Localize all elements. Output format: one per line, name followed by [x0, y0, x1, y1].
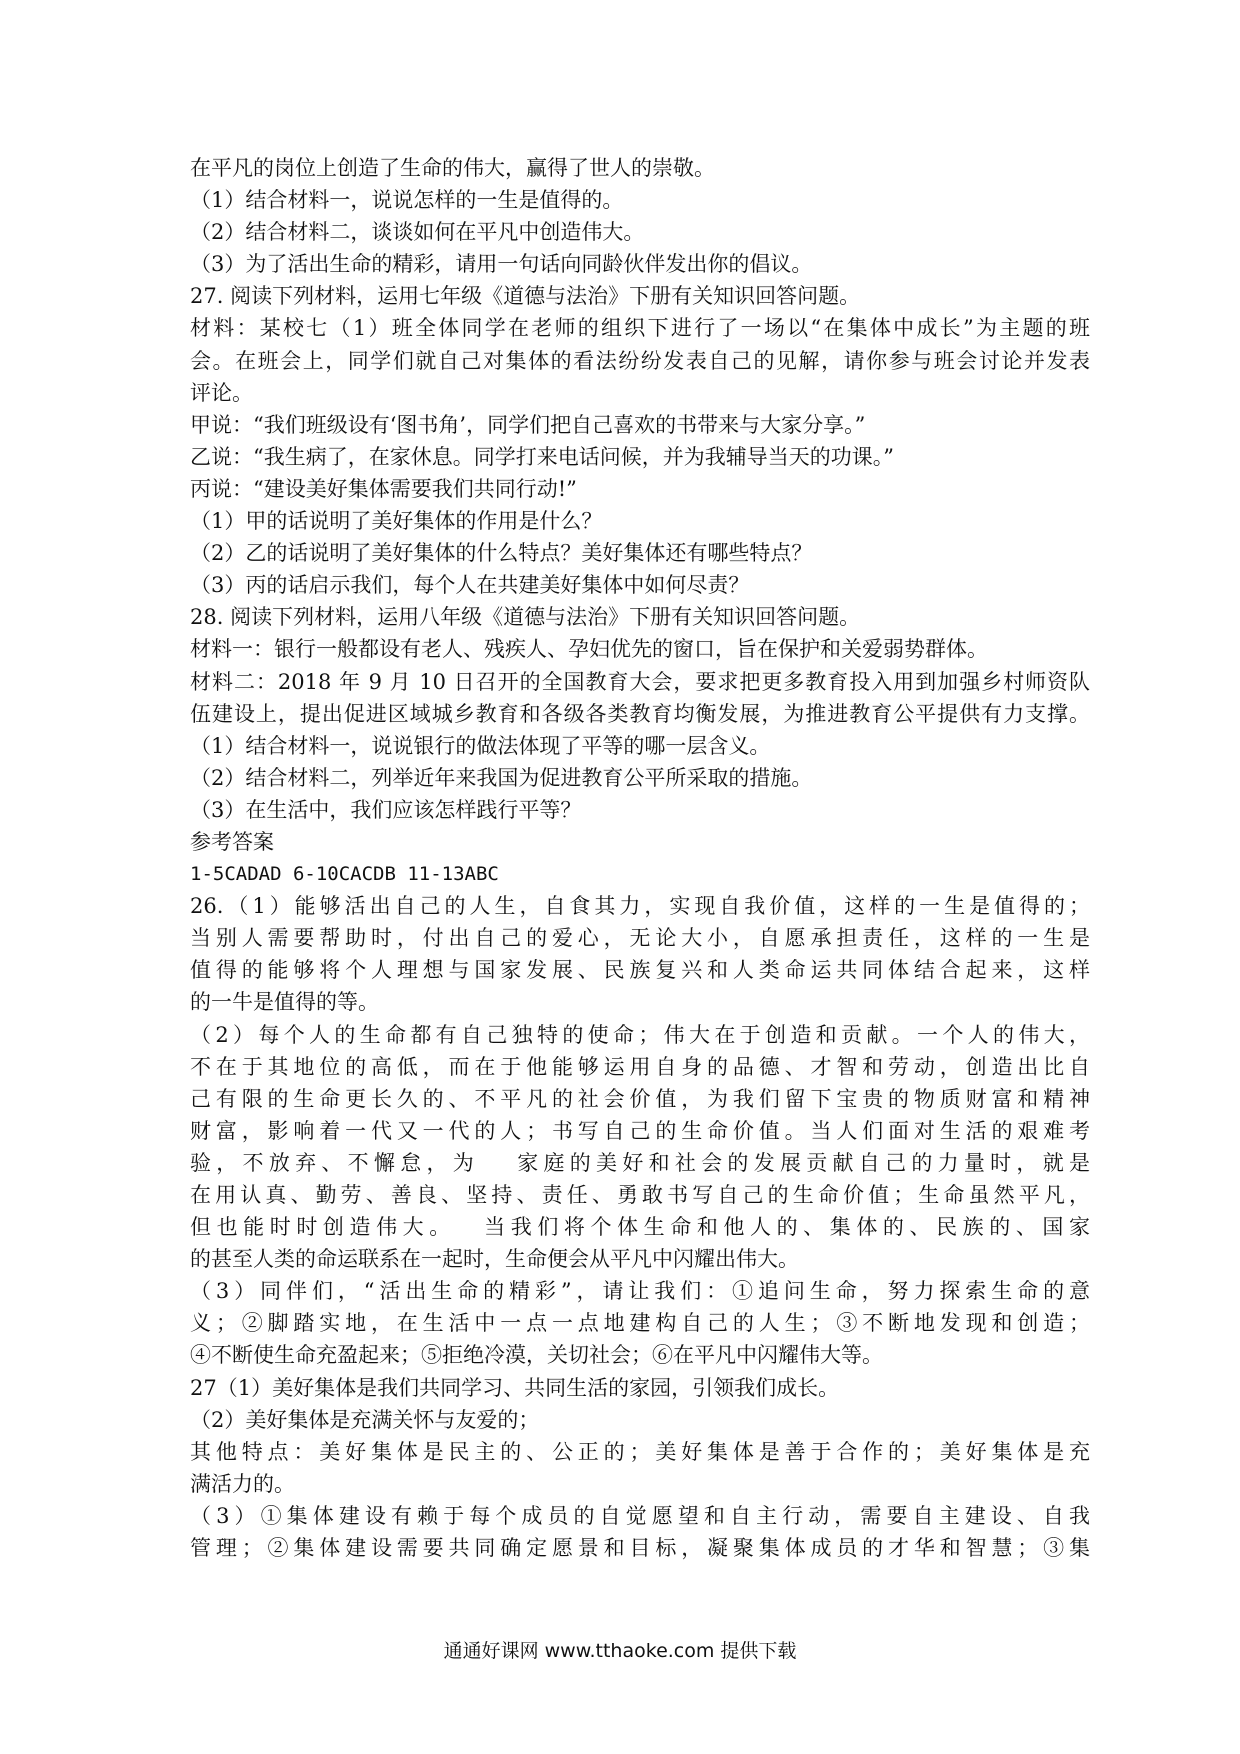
material-line: 材料：某校七（1）班全体同学在老师的组织下进行了一场以“在集体中成长”为主题的班 — [190, 316, 1090, 341]
answer-26-line: 值得的能够将个人理想与国家发展、民族复兴和人类命运共同体结合起来，这样 — [190, 958, 1090, 983]
answer-26-line: 己有限的生命更长久的、不平凡的社会价值，为我们留下宝贵的物质财富和精神 — [190, 1086, 1090, 1111]
answer-key-heading: 参考答案 — [190, 829, 274, 854]
answer-26-line: ④不断使生命充盈起来；⑤拒绝冷漠，关切社会；⑥在平凡中闪耀伟大等。 — [190, 1343, 883, 1368]
footer-source-link[interactable]: 通通好课网 www.tthaoke.com 提供下载 — [443, 1640, 797, 1662]
answer-27-line: 满活力的。 — [190, 1471, 295, 1496]
answer-26-line: 财富，影响着一代又一代的人；书写自己的生命价值。当人们面对生活的艰难考 — [190, 1118, 1090, 1143]
answer-27-line: 管理；②集体建设需要共同确定愿景和目标，凝聚集体成员的才华和智慧；③集 — [190, 1536, 1090, 1561]
material-line: 评论。 — [190, 380, 253, 405]
answer-27-line: 27（1）美好集体是我们共同学习、共同生活的家园，引领我们成长。 — [190, 1375, 840, 1400]
answer-26-line: 在用认真、勤劳、善良、坚持、责任、勇敢书写自己的生命价值；生命虽然平凡， — [190, 1183, 1090, 1207]
answer-27-line: （3）①集体建设有赖于每个成员的自觉愿望和自主行动，需要自主建设、自我 — [190, 1503, 1090, 1528]
answer-26-line: （3）同伴们，“活出生命的精彩”，请让我们：①追问生命，努力探索生命的意 — [190, 1279, 1090, 1304]
material-two: 材料二：2018 年 9 月 10 日召开的全国教育大会，要求把更多教育投入用到加强乡村师资队 — [190, 669, 1090, 694]
question-28-1: （1）结合材料一，说说银行的做法体现了平等的哪一层含义。 — [190, 733, 771, 758]
answer-26-line: 但也能时时创造伟大。 当我们将个体生命和他人的、集体的、民族的、国家 — [190, 1215, 1090, 1240]
question-28-2: （2）结合材料二，列举近年来我国为促进教育公平所采取的措施。 — [190, 765, 813, 790]
answer-26-line: 验，不放弃、不懈怠，为 家庭的美好和社会的发展贡献自己的力量时，就是 — [190, 1150, 1090, 1175]
text-line: 在平凡的岗位上创造了生命的伟大，赢得了世人的崇敬。 — [190, 156, 715, 180]
question-28-3: （3）在生活中，我们应该怎样践行平等？ — [190, 797, 582, 822]
question-27-2: （2）乙的话说明了美好集体的什么特点？美好集体还有哪些特点？ — [190, 541, 813, 566]
question-27-heading: 27. 阅读下列材料，运用七年级《道德与法治》下册有关知识回答问题。 — [190, 284, 861, 309]
quote-bing: 丙说：“建设美好集体需要我们共同行动!” — [190, 476, 577, 501]
material-line: 会。在班会上，同学们就自己对集体的看法纷纷发表自己的见解，请你参与班会讨论并发表 — [190, 348, 1090, 373]
quote-jia: 甲说：“我们班级设有‘图书角’，同学们把自己喜欢的书带来与大家分享。” — [190, 412, 866, 437]
quote-yi: 乙说：“我生病了，在家休息。同学打来电话问候，并为我辅导当天的功课。” — [190, 444, 894, 469]
answer-26-line: 当别人需要帮助时，付出自己的爱心，无论大小，自愿承担责任，这样的一生是 — [190, 926, 1090, 951]
question-26-2: （2）结合材料二，谈谈如何在平凡中创造伟大。 — [190, 220, 645, 245]
document-body — [190, 152, 1090, 1564]
material-one: 材料一：银行一般都设有老人、残疾人、孕妇优先的窗口，旨在保护和关爱弱势群体。 — [190, 637, 988, 662]
question-26-1: （1）结合材料一，说说怎样的一生是值得的。 — [190, 188, 624, 213]
answer-26-line: 的甚至人类的命运联系在一起时，生命便会从平凡中闪耀出伟大。 — [190, 1247, 799, 1272]
answer-26-line: 的一牛是值得的等。 — [190, 990, 379, 1015]
question-27-1: （1）甲的话说明了美好集体的作用是什么？ — [190, 509, 603, 534]
multiple-choice-answers: 1-5CADAD 6-10CACDB 11-13ABC — [190, 863, 499, 886]
answer-26-line: 不在于其地位的高低，而在于他能够运用自身的品德、才智和劳动，创造出比自 — [190, 1054, 1090, 1079]
answer-26-line: （2）每个人的生命都有自己独特的使命；伟大在于创造和贡献。一个人的伟大， — [190, 1022, 1090, 1047]
answer-27-line: 其他特点：美好集体是民主的、公正的；美好集体是善于合作的；美好集体是充 — [190, 1439, 1090, 1464]
material-two: 伍建设上，提出促进区域城乡教育和各级各类教育均衡发展，为推进教育公平提供有力支撑。 — [190, 701, 1090, 726]
answer-26-line: 26.（1）能够活出自己的人生，自食其力，实现自我价值，这样的一生是值得的； — [190, 894, 1090, 919]
question-26-3: （3）为了活出生命的精彩，请用一句话向同龄伙伴发出你的倡议。 — [190, 252, 813, 277]
answer-26-line: 义；②脚踏实地，在生活中一点一点地建构自己的人生；③不断地发现和创造； — [190, 1311, 1090, 1336]
question-27-3: （3）丙的话启示我们，每个人在共建美好集体中如何尽责？ — [190, 573, 750, 598]
answer-27-line: （2）美好集体是充满关怀与友爱的； — [190, 1407, 540, 1432]
question-28-heading: 28. 阅读下列材料，运用八年级《道德与法治》下册有关知识回答问题。 — [190, 605, 861, 630]
